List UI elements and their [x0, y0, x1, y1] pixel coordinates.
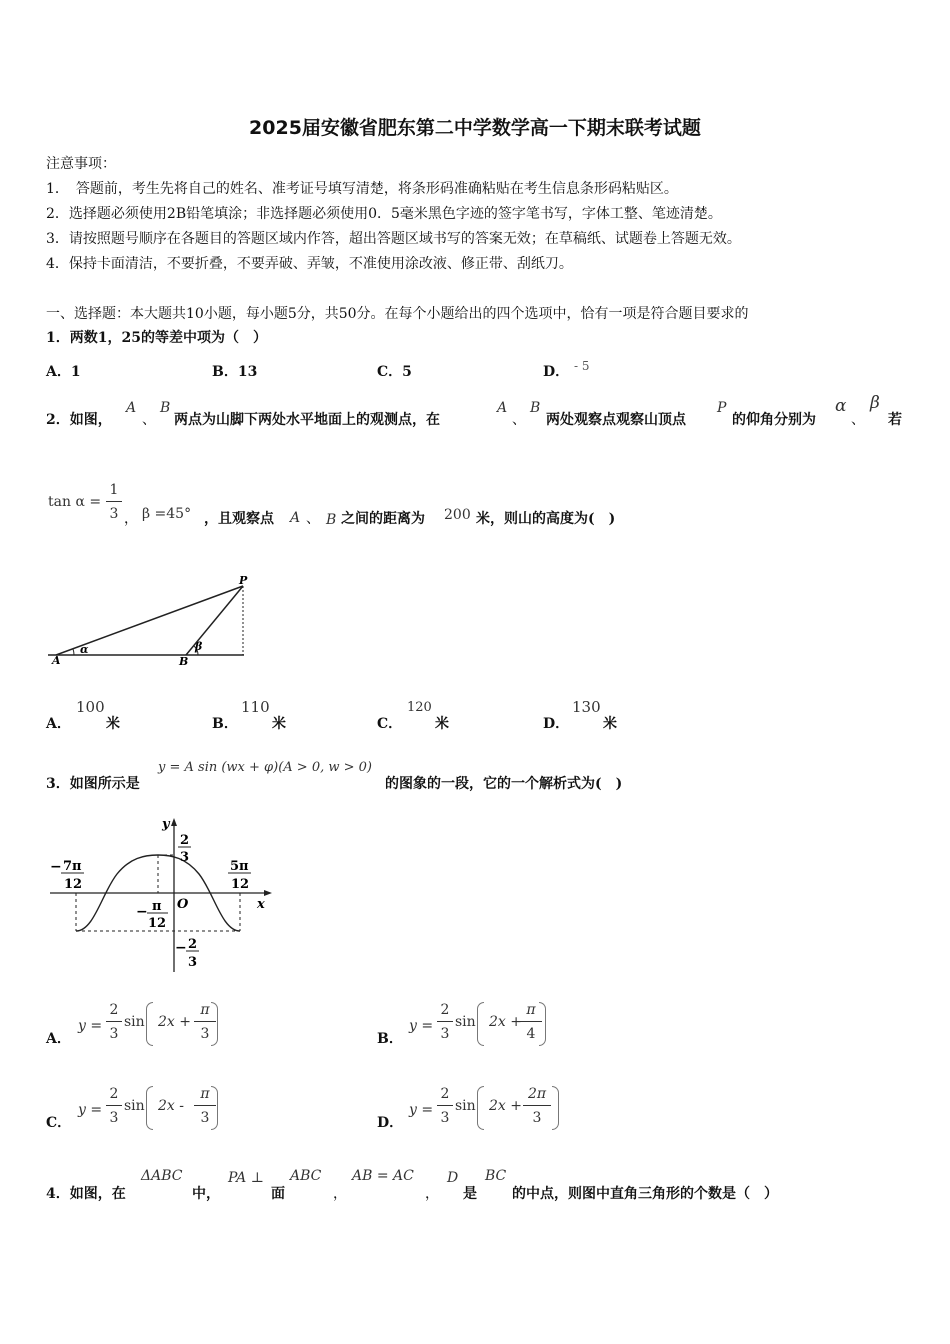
q2-option-c-unit: 米: [435, 716, 449, 732]
q2-option-c-value: 120: [407, 700, 432, 715]
q2-option-b-value: 110: [241, 698, 270, 716]
page-title: 2025届安徽省肥东第二中学数学高一下期末联考试题: [249, 117, 701, 139]
q1-option-b: B．13: [212, 364, 258, 380]
q2-fig-label-a: A: [52, 654, 61, 667]
q3-option-d-label: D．: [377, 1115, 404, 1131]
q2-frac-num: 1: [109, 482, 119, 498]
q3-option-c-lparen: [146, 1086, 153, 1130]
q4-text-4: ，: [425, 1186, 439, 1202]
q3-option-d-rparen: [552, 1086, 559, 1130]
q2-fig-label-p: P: [239, 574, 248, 587]
q3-label-left-minus: −: [50, 859, 62, 875]
q3-label-left-den: 12: [64, 877, 83, 892]
q3-option-d-lhs: y =: [409, 1102, 434, 1118]
q3-option-c-arg: 2x -: [158, 1098, 184, 1114]
q3-option-d-pi-den: 3: [532, 1110, 542, 1126]
q3-option-b-lparen: [477, 1002, 484, 1046]
q3-label-mid-den: 12: [148, 916, 167, 931]
q3-option-a-arg: 2x +: [158, 1014, 191, 1030]
notice-heading: 注意事项：: [46, 156, 116, 172]
q3-option-c-pi-den: 3: [200, 1110, 210, 1126]
q3-label-bot-minus: −: [175, 940, 187, 956]
q3-option-a-rparen: [211, 1002, 218, 1046]
q2-alpha-arc: [73, 649, 74, 655]
q3-label-origin: O: [177, 897, 189, 912]
q2-comma: ，: [124, 511, 138, 527]
q4-text-5: 是: [463, 1186, 477, 1202]
q3-option-d-pi-num: 2π: [527, 1086, 547, 1102]
q3-y-arrow: [171, 818, 177, 826]
q3-option-d-lparen: [477, 1086, 484, 1130]
q3-option-a-coef-bar: [106, 1021, 122, 1022]
q2-point-p: P: [717, 400, 727, 416]
q3-label-mid-minus: −: [136, 904, 148, 920]
q2-alpha: α: [835, 396, 847, 416]
q3-option-c-coef-num: 2: [109, 1086, 119, 1102]
q2-fig-label-b: B: [179, 655, 189, 668]
q2-option-b: B．: [212, 716, 238, 732]
q2-sep-4: 、: [306, 511, 320, 527]
q2-option-a-value: 100: [76, 698, 105, 716]
q1-stem: 1．两数1，25的等差中项为（ ）: [46, 330, 267, 346]
q3-option-c-pi-num: π: [200, 1086, 210, 1102]
q3-option-b-arg: 2x +: [489, 1014, 522, 1030]
q3-option-b-lhs: y =: [409, 1018, 434, 1034]
q3-option-c-lhs: y =: [78, 1102, 103, 1118]
q3-option-d-coef-num: 2: [440, 1086, 450, 1102]
q2-distance: 200: [444, 507, 471, 523]
q1-option-a: A．1: [46, 364, 81, 380]
q3-option-a-coef-den: 3: [109, 1026, 119, 1042]
q3-label-y: y: [162, 817, 170, 832]
q3-option-b-pi-den: 4: [526, 1026, 536, 1042]
q2-sep-1: 、: [142, 412, 156, 428]
q4-text-2: 面: [271, 1186, 285, 1202]
q3-option-c-coef-bar: [106, 1105, 122, 1106]
q3-label-bot-num: 2: [188, 937, 198, 952]
q3-label-x: x: [257, 897, 265, 912]
q3-option-d-coef-bar: [437, 1105, 453, 1106]
q3-figure: [40, 810, 280, 975]
q3-label-top-den: 3: [180, 850, 190, 865]
q2-text-2: 两处观察点观察山顶点: [546, 412, 686, 428]
q2-point-b-2: B: [530, 400, 541, 416]
q2-sep-3: 、: [851, 412, 865, 428]
q3-option-b-fn: sin: [455, 1014, 476, 1030]
q3-option-b-pi-num: π: [526, 1002, 536, 1018]
q2-beta-eq: β =45°: [142, 506, 192, 522]
q3-text-1: 的图象的一段，它的一个解析式为( ): [385, 776, 623, 792]
q2-option-d-value: 130: [572, 698, 601, 716]
q4-number: 4．如图，在: [46, 1186, 126, 1202]
q3-label-mid-num: π: [152, 899, 162, 914]
q3-option-c-label: C．: [46, 1115, 72, 1131]
q3-option-a-lparen: [146, 1002, 153, 1046]
q3-label-left-num: 7π: [63, 859, 82, 874]
q2-text-4: 若: [888, 412, 902, 428]
q3-option-d-fn: sin: [455, 1098, 476, 1114]
q3-option-b-coef-bar: [437, 1021, 453, 1022]
q2-option-a-unit: 米: [106, 716, 120, 732]
q3-option-a-pi-num: π: [200, 1002, 210, 1018]
q2-option-c: C．: [377, 716, 403, 732]
q3-option-a-label: A．: [46, 1031, 71, 1047]
q2-fig-label-alpha: α: [80, 643, 89, 656]
q3-option-b-rparen: [539, 1002, 546, 1046]
q3-formula: y = A sin (wx + φ)(A > 0, w > 0): [158, 760, 372, 775]
q2-point-b: B: [160, 400, 171, 416]
q3-label-top-num: 2: [180, 833, 190, 848]
notice-item-1: 1． 答题前，考生先将自己的姓名、准考证号填写清楚，将条形码准确粘贴在考生信息条形码粘贴区。: [46, 181, 678, 197]
q2-option-d: D．: [543, 716, 570, 732]
q2-frac-bar: [106, 501, 122, 502]
q2-tan: tan α =: [48, 494, 102, 510]
q3-option-c-fn: sin: [124, 1098, 145, 1114]
q3-option-d: [377, 1080, 677, 1136]
q2-option-a: A．: [46, 716, 71, 732]
q2-point-a-3: A: [290, 510, 301, 526]
q2-text-1: 两点为山脚下两处水平地面上的观测点，在: [174, 412, 440, 428]
q4-segment-bc: BC: [485, 1168, 507, 1184]
q1-option-d: D．: [543, 364, 570, 380]
q4-triangle: ΔABC: [141, 1168, 183, 1184]
q4-point-d: D: [447, 1170, 459, 1186]
q3-option-a-lhs: y =: [78, 1018, 103, 1034]
q4-text-1: 中，: [192, 1186, 220, 1202]
q4-pa-perp: PA ⊥: [228, 1170, 264, 1186]
q3-option-a-coef-num: 2: [109, 1002, 119, 1018]
notice-item-2: 2．选择题必须使用2B铅笔填涂；非选择题必须使用0．5毫米黑色字迹的签字笔书写，字体工整、笔迹清楚。: [46, 206, 722, 222]
q4-plane-abc: ABC: [290, 1168, 322, 1184]
q3-option-b-coef-den: 3: [440, 1026, 450, 1042]
q4-ab-eq-ac: AB = AC: [352, 1168, 414, 1184]
q3-label-bot-den: 3: [188, 955, 198, 970]
q3-option-d-coef-den: 3: [440, 1110, 450, 1126]
q3-option-a-pi-den: 3: [200, 1026, 210, 1042]
q3-label-right-num: 5π: [230, 859, 249, 874]
q4-text-3: ，: [333, 1186, 347, 1202]
q2-figure: [40, 570, 255, 670]
q3-option-d-arg: 2x +: [489, 1098, 522, 1114]
q2-option-b-unit: 米: [272, 716, 286, 732]
q2-fig-label-beta: β: [195, 640, 203, 653]
q2-sep-2: 、: [512, 412, 526, 428]
q3-x-arrow: [264, 890, 272, 896]
q1-option-d-value: - 5: [574, 359, 590, 373]
q3-option-a-fn: sin: [124, 1014, 145, 1030]
notice-item-4: 4．保持卡面清洁，不要折叠，不要弄破、弄皱，不准使用涂改液、修正带、刮纸刀。: [46, 256, 573, 272]
q3-number: 3．如图所示是: [46, 776, 140, 792]
q3-option-c-coef-den: 3: [109, 1110, 119, 1126]
q2-beta: β: [870, 393, 880, 413]
q3-option-b-coef-num: 2: [440, 1002, 450, 1018]
section-heading: 一、选择题：本大题共10小题，每小题5分，共50分。在每个小题给出的四个选项中，恰有一项是符合题目要求的: [46, 306, 749, 322]
q3-option-c: [46, 1080, 346, 1136]
q3-option-b-label: B．: [377, 1031, 403, 1047]
q4-text-6: 的中点，则图中直角三角形的个数是（ ）: [512, 1186, 778, 1202]
q2-option-d-unit: 米: [603, 716, 617, 732]
q2-text-6: 之间的距离为: [341, 511, 425, 527]
q3-option-d-pi-bar: [523, 1105, 551, 1106]
q3-option-b: [377, 996, 677, 1052]
q2-text-5: ，且观察点: [204, 511, 274, 527]
q2-text-3: 的仰角分别为: [732, 412, 816, 428]
q2-text-7: 米，则山的高度为( ): [476, 511, 616, 527]
q2-frac-den: 3: [109, 506, 119, 522]
q1-option-c: C．5: [377, 364, 412, 380]
q2-point-a-2: A: [497, 400, 508, 416]
q3-option-a: [46, 996, 346, 1052]
q2-point-b-3: B: [326, 512, 337, 528]
q3-label-right-den: 12: [231, 877, 250, 892]
q2-point-a: A: [126, 400, 137, 416]
q2-number: 2．如图，: [46, 412, 112, 428]
notice-item-3: 3．请按照题号顺序在各题目的答题区域内作答，超出答题区域书写的答案无效；在草稿纸、试题卷上答题无效。: [46, 231, 741, 247]
q3-option-c-rparen: [211, 1086, 218, 1130]
